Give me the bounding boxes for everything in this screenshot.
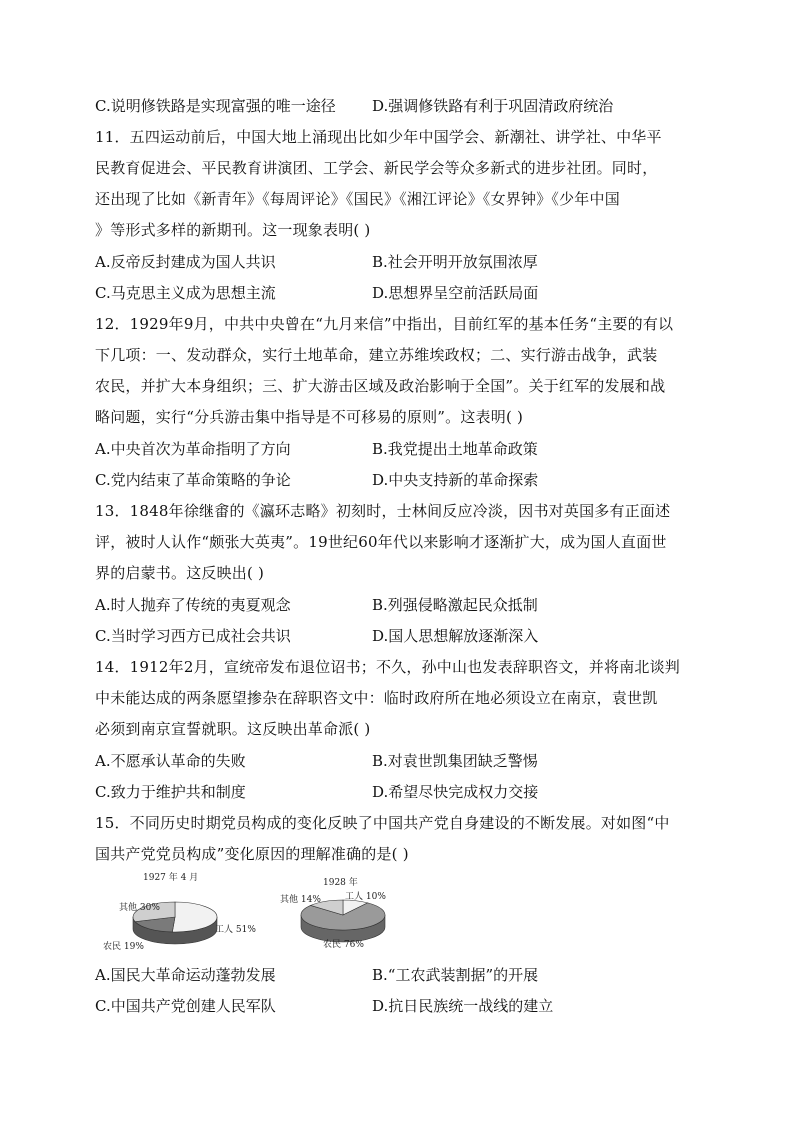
q11-option-c: C.马克思主义成为思想主流: [95, 284, 276, 302]
q13-option-b: B.列强侵略激起民众抵制: [372, 596, 538, 614]
q14-stem-line-1: 14．1912年2月，宣统帝发布退位诏书；不久，孙中山也发表辞职咨文，并将南北谈判: [95, 658, 681, 676]
q11-option-d: D.思想界呈空前活跃局面: [372, 284, 539, 302]
q12-stem-line-2: 下几项：一、发动群众，实行土地革命，建立苏维埃政权；二、实行游击战争，武装: [95, 346, 658, 364]
q13-option-a: A.时人抛弃了传统的夷夏观念: [95, 596, 291, 614]
pie-1928-label-worker: 工人 10%: [345, 892, 386, 902]
q11-stem-line-3: 还出现了比如《新青年》《每周评论》《国民》《湘江评论》《女界钟》《少年中国: [95, 190, 620, 208]
q15-option-a: A.国民大革命运动蓬勃发展: [95, 966, 276, 984]
q12-option-b: B.我党提出土地革命政策: [372, 440, 538, 458]
q14-option-d: D.希望尽快完成权力交接: [372, 783, 539, 801]
q15-stem-line-1: 15．不同历史时期党员构成的变化反映了中国共产党自身建设的不断发展。对如图“中: [95, 814, 670, 832]
q13-stem-line-1: 13．1848年徐继畬的《瀛环志略》初刻时，士林间反应冷淡，因书对英国多有正面述: [95, 502, 671, 520]
q14-option-b: B.对袁世凯集团缺乏警惕: [372, 752, 538, 770]
pie-1928-label-other: 其他 14%: [280, 895, 321, 905]
q10-option-c: C.说明修铁路是实现富强的唯一途径: [95, 97, 336, 115]
q15-option-d: D.抗日民族统一战线的建立: [372, 997, 554, 1015]
q15-option-b: B.“工农武装割据”的开展: [372, 966, 539, 984]
q13-stem-line-3: 界的启蒙书。这反映出( ): [95, 564, 265, 582]
q11-stem-line-1: 11．五四运动前后，中国大地上涌现出比如少年中国学会、新潮社、讲学社、中华平: [95, 128, 662, 146]
q10-option-d: D.强调修铁路有利于巩固清政府统治: [372, 97, 614, 115]
q13-option-c: C.当时学习西方已成社会共识: [95, 627, 291, 645]
pie-chart-1928: [280, 876, 386, 950]
q13-stem-line-2: 评，被时人认作“颇张大英夷”。19世纪60年代以来影响才逐渐扩大，成为国人直面世: [95, 533, 667, 551]
q13-option-d: D.国人思想解放逐渐深入: [372, 627, 539, 645]
q12-option-c: C.党内结束了革命策略的争论: [95, 471, 291, 489]
pie-1927-label-worker: 工人 51%: [215, 925, 256, 935]
q11-option-a: A.反帝反封建成为国人共识: [95, 253, 276, 271]
pie-1928-title: 1928 年: [323, 878, 358, 888]
q14-option-a: A.不愿承认革命的失败: [95, 752, 246, 770]
q12-option-d: D.中央支持新的革命探索: [372, 471, 539, 489]
q14-stem-line-2: 中未能达成的两条愿望掺杂在辞职咨文中：临时政府所在地必须设立在南京，袁世凯: [95, 689, 658, 707]
q11-option-b: B.社会开明开放氛围浓厚: [372, 253, 538, 271]
party-member-composition-charts: [95, 872, 425, 962]
q12-stem-line-1: 12．1929年9月，中共中央曾在“九月来信”中指出，目前红军的基本任务“主要的有以: [95, 315, 674, 333]
q14-stem-line-3: 必须到南京宣誓就职。这反映出革命派( ): [95, 720, 371, 738]
pie-1927-title: 1927 年 4 月: [143, 873, 199, 883]
q12-option-a: A.中央首次为革命指明了方向: [95, 440, 291, 458]
pie-1927-label-other: 其他 30%: [119, 903, 160, 913]
q15-option-c: C.中国共产党创建人民军队: [95, 997, 276, 1015]
q12-stem-line-4: 略问题，实行“分兵游击集中指导是不可移易的原则”。这表明( ): [95, 408, 524, 426]
pie-1928-label-farmer: 农民 76%: [323, 940, 364, 950]
pie-chart-1927: [103, 872, 256, 952]
q15-stem-line-2: 国共产党党员构成”变化原因的理解准确的是( ): [95, 845, 409, 863]
q14-option-c: C.致力于维护共和制度: [95, 783, 246, 801]
q12-stem-line-3: 农民，并扩大本身组织；三、扩大游击区域及政治影响于全国”。关于红军的发展和战: [95, 377, 666, 395]
q11-stem-line-2: 民教育促进会、平民教育讲演团、工学会、新民学会等众多新式的进步社团。同时，: [95, 159, 658, 177]
pie-1927-label-farmer: 农民 19%: [103, 942, 144, 952]
q11-stem-line-4: 》等形式多样的新期刊。这一现象表明( ): [95, 221, 371, 239]
